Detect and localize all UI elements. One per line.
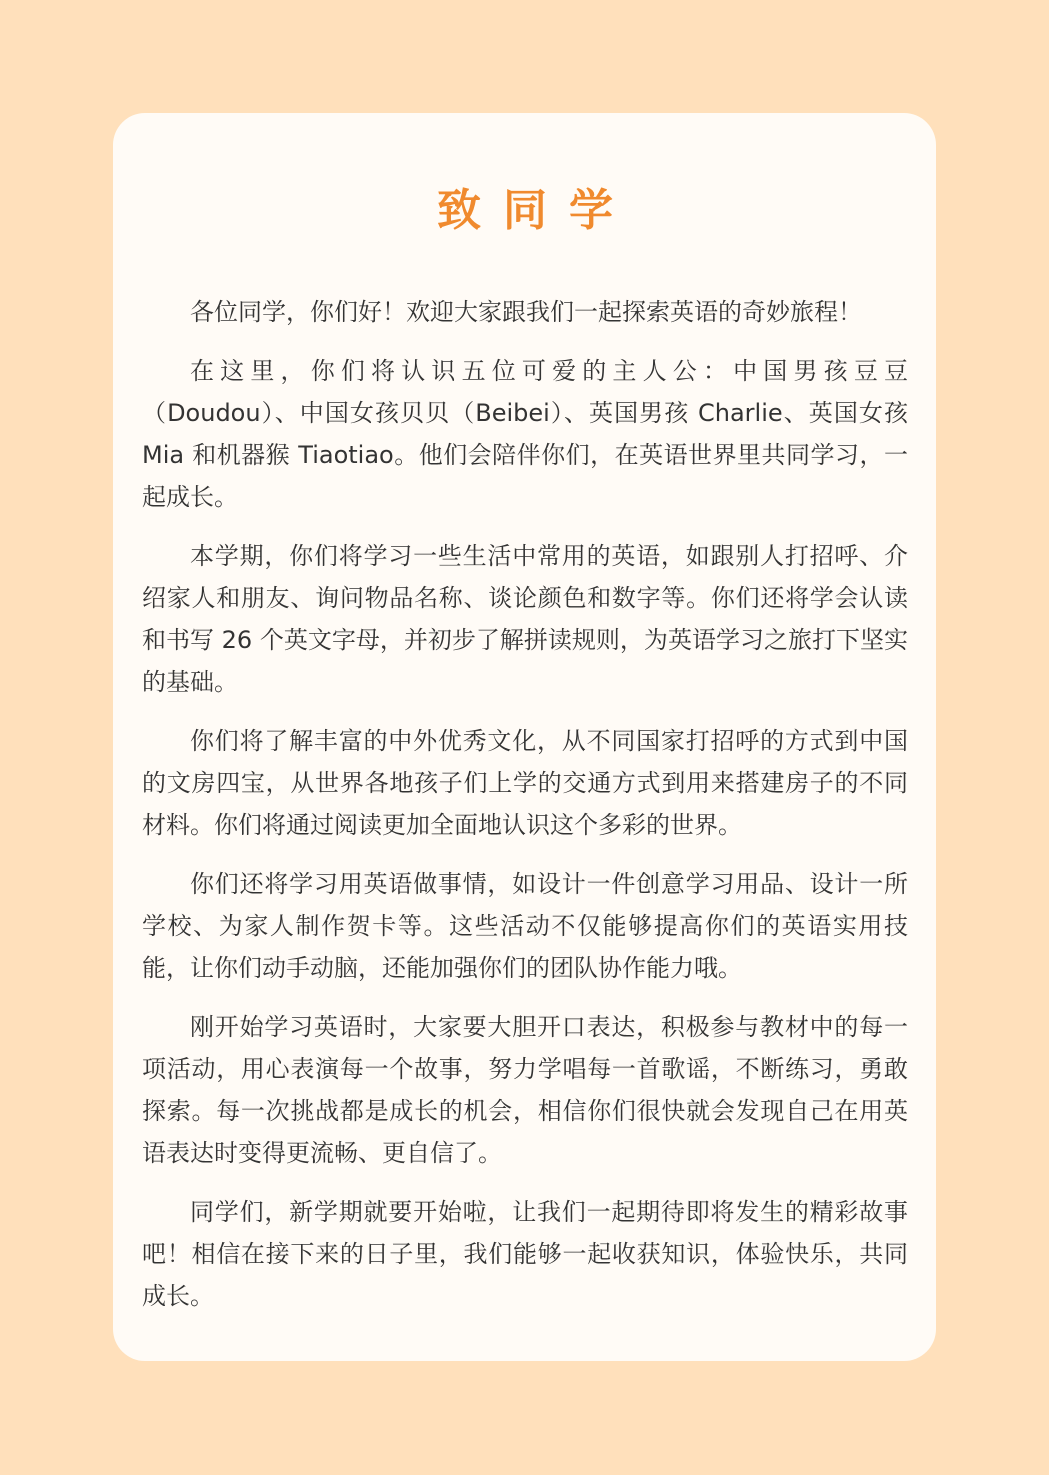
letter-card <box>113 113 936 1361</box>
letter-title: 致同学 <box>437 185 635 236</box>
letter-paragraph-7: 同学们，新学期就要开始啦，让我们一起期待即将发生的精彩故事吧！相信在接下来的日子里，我们能够一起收获知识，体验快乐，共同成长。 <box>142 1198 908 1310</box>
letter-paragraph-3: 本学期，你们将学习一些生活中常用的英语，如跟别人打招呼、介绍家人和朋友、询问物品名称、谈论颜色和数字等。你们还将学会认读和书写 26 个英文字母，并初步了解拼读规则，为英语学习之旅打下坚实的基础。 <box>142 542 908 696</box>
letter-paragraph-6: 刚开始学习英语时，大家要大胆开口表达，积极参与教材中的每一项活动，用心表演每一个故事，努力学唱每一首歌谣，不断练习，勇敢探索。每一次挑战都是成长的机会，相信你们很快就会发现自己在用英语表达时变得更流畅、更自信了。 <box>142 1013 908 1167</box>
letter-paragraph-1: 各位同学，你们好！欢迎大家跟我们一起探索英语的奇妙旅程！ <box>190 298 862 326</box>
letter-body <box>142 291 908 1317</box>
letter-paragraph-2: 在这里，你们将认识五位可爱的主人公：中国男孩豆豆（Doudou）、中国女孩贝贝（Beibei）、英国男孩 Charlie、英国女孩 Mia 和机器猴 Tiaotiao。他们会陪伴你们，在英语世界里共同学习，一起成长。 <box>142 357 908 511</box>
letter-paragraph-4: 你们将了解丰富的中外优秀文化，从不同国家打招呼的方式到中国的文房四宝，从世界各地孩子们上学的交通方式到用来搭建房子的不同材料。你们将通过阅读更加全面地认识这个多彩的世界。 <box>142 727 908 839</box>
letter-paragraph-5: 你们还将学习用英语做事情，如设计一件创意学习用品、设计一所学校、为家人制作贺卡等。这些活动不仅能够提高你们的英语实用技能，让你们动手动脑，还能加强你们的团队协作能力哦。 <box>142 870 908 982</box>
